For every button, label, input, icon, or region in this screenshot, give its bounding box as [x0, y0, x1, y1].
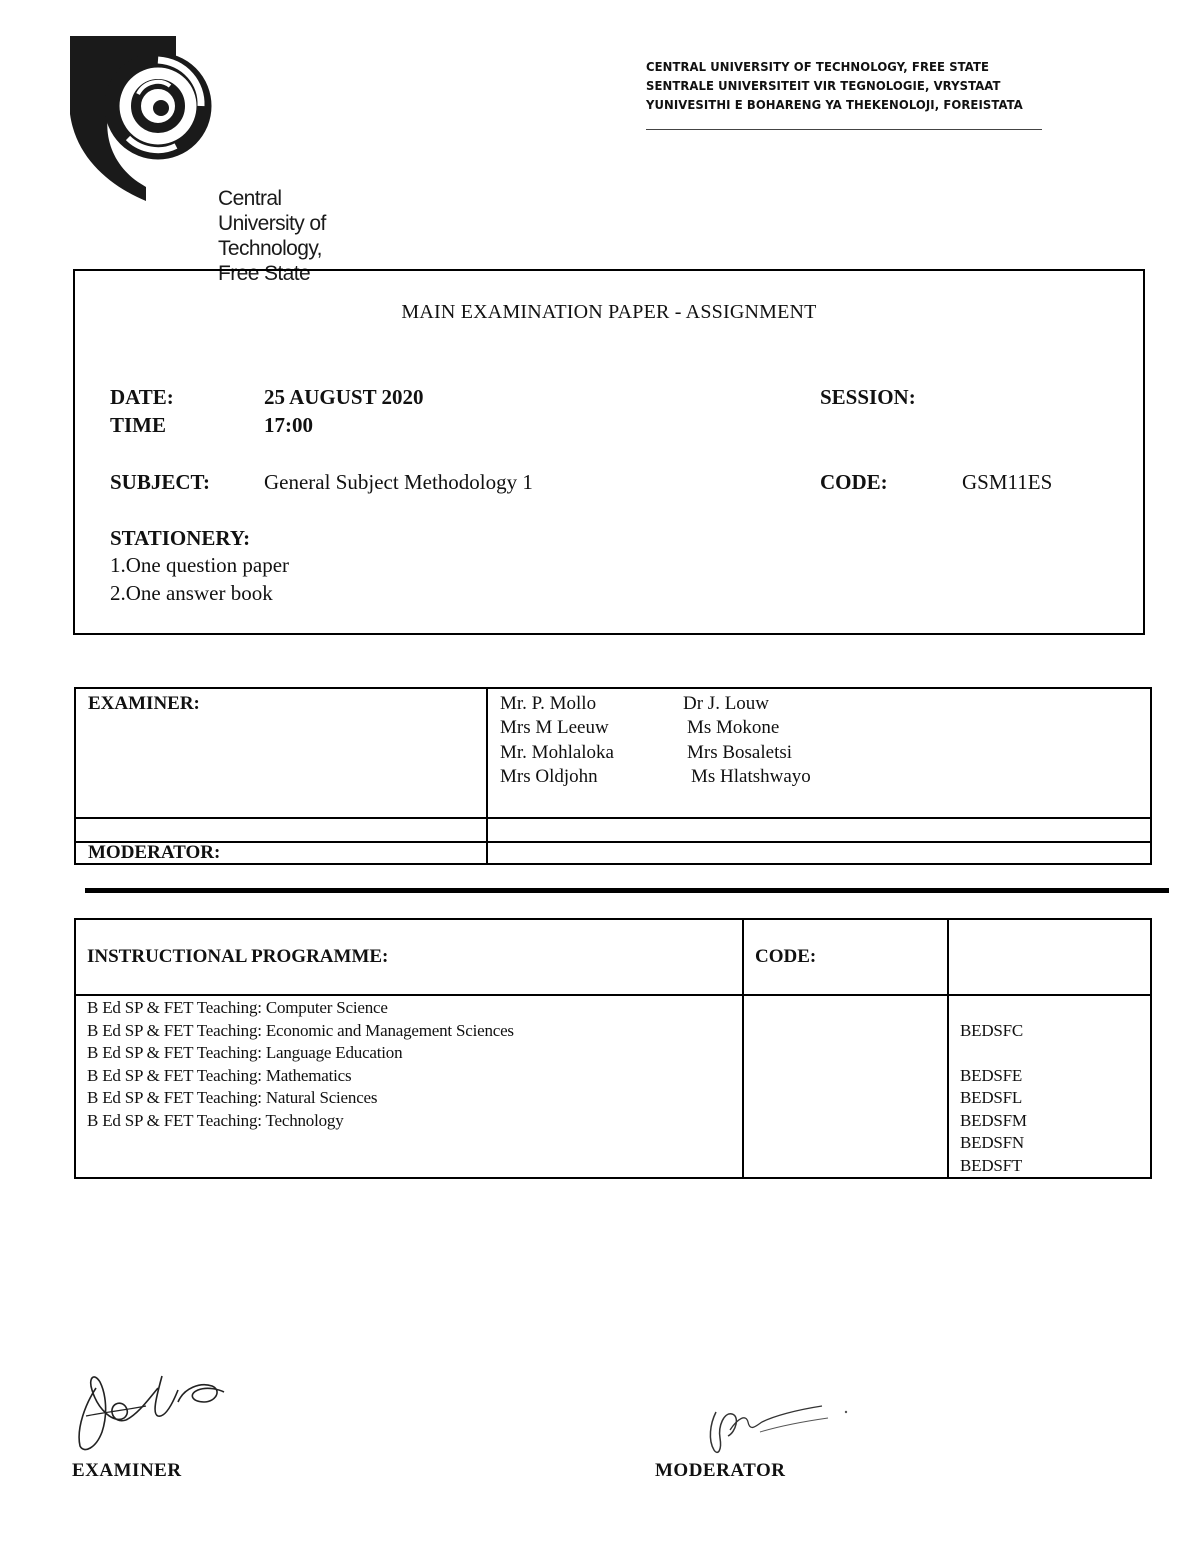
examiner-label: EXAMINER:: [75, 688, 487, 818]
university-logo: [68, 34, 358, 285]
time-label: TIME: [110, 413, 167, 437]
code-empty-cell: [743, 995, 948, 1178]
programme-name: B Ed SP & FET Teaching: Mathematics: [87, 1065, 352, 1085]
stationery-label: STATIONERY:: [110, 526, 251, 550]
examiner-signature: [66, 1358, 236, 1458]
examiner-row: [75, 688, 1151, 818]
code-heading: CODE:: [743, 919, 948, 995]
programme-name: B Ed SP & FET Teaching: Technology: [87, 1110, 344, 1130]
subject-value: General Subject Methodology 1: [264, 470, 533, 494]
date-label: DATE:: [110, 385, 174, 409]
exam-info-box: [73, 269, 1145, 635]
subject-label: SUBJECT:: [110, 470, 210, 494]
code-label: CODE:: [820, 470, 888, 494]
paper-title: MAIN EXAMINATION PAPER - ASSIGNMENT: [401, 301, 817, 323]
university-name-english: CENTRAL UNIVERSITY OF TECHNOLOGY, FREE STATE: [646, 59, 990, 74]
blank-row: [75, 818, 1151, 842]
examiner-name: Mrs M Leeuw: [500, 717, 609, 738]
programme-code: [960, 997, 1150, 1020]
logo-line-1: Central University of: [218, 187, 326, 235]
examiner-name: Dr J. Louw: [683, 693, 770, 714]
programme-codes-cell: [948, 995, 1151, 1178]
moderator-signature-label: MODERATOR: [655, 1460, 786, 1481]
examiner-signature-label: EXAMINER: [72, 1460, 182, 1481]
code-value: GSM11ES: [962, 470, 1053, 494]
programme-code: BEDSFM: [960, 1110, 1027, 1130]
stationery-item: 1.One question paper: [110, 553, 290, 577]
programme-code: BEDSFE: [960, 1065, 1023, 1085]
university-name-afrikaans: SENTRALE UNIVERSITEIT VIR TEGNOLOGIE, VRYSTAAT: [646, 78, 1001, 93]
stationery-item: 2.One answer book: [110, 581, 273, 605]
university-name-sesotho: YUNIVESITHI E BOHARENG YA THEKENOLOJI, FOREISTATA: [646, 97, 1023, 112]
programme-name: B Ed SP & FET Teaching: Computer Science: [87, 998, 388, 1017]
examiner-name: Ms Hlatshwayo: [691, 766, 811, 787]
examiner-name: Mr. P. Mollo: [500, 693, 597, 714]
programme-code: BEDSFC: [960, 1020, 1024, 1040]
blank-cell: [487, 818, 1151, 842]
time-value: 17:00: [264, 413, 313, 437]
moderator-signature: [700, 1392, 860, 1462]
programme-table: [74, 918, 1152, 1179]
section-divider: [85, 888, 1169, 893]
examiner-name: Mr. Mohlaloka: [500, 742, 614, 763]
programme-names-cell: [75, 995, 743, 1178]
programme-code: BEDSFT: [960, 1155, 1023, 1175]
examiner-name: Mrs Oldjohn: [500, 766, 598, 787]
session-label: SESSION:: [820, 385, 916, 409]
code-values-heading: [948, 919, 1151, 995]
programme-code: BEDSFL: [960, 1088, 1023, 1107]
programme-code: [960, 1042, 1150, 1065]
moderator-row: [75, 842, 1151, 864]
programme-name: B Ed SP & FET Teaching: Economic and Management Sciences: [87, 1020, 514, 1040]
examiner-name: Ms Mokone: [687, 717, 780, 738]
date-value: 25 AUGUST 2020: [264, 385, 424, 409]
logo-emblem-icon: [68, 34, 358, 209]
header-divider: [646, 129, 1042, 130]
examiner-names-cell: [487, 688, 1151, 818]
programme-name: B Ed SP & FET Teaching: Natural Sciences: [87, 1088, 378, 1107]
moderator-label: MODERATOR:: [75, 842, 487, 864]
programme-body-row: [75, 995, 1151, 1178]
university-names: [646, 57, 1044, 114]
examiner-table: [74, 687, 1152, 865]
programme-header-row: [75, 919, 1151, 995]
programme-code: BEDSFN: [960, 1133, 1024, 1152]
programme-name: B Ed SP & FET Teaching: Language Education: [87, 1043, 403, 1062]
examiner-names: [500, 693, 1150, 813]
moderator-value-cell: [487, 842, 1151, 864]
logo-line-2: Technology, Free State: [218, 237, 322, 285]
blank-cell: [75, 818, 487, 842]
programme-heading: INSTRUCTIONAL PROGRAMME:: [75, 919, 743, 995]
examiner-name: Mrs Bosaletsi: [687, 742, 793, 763]
